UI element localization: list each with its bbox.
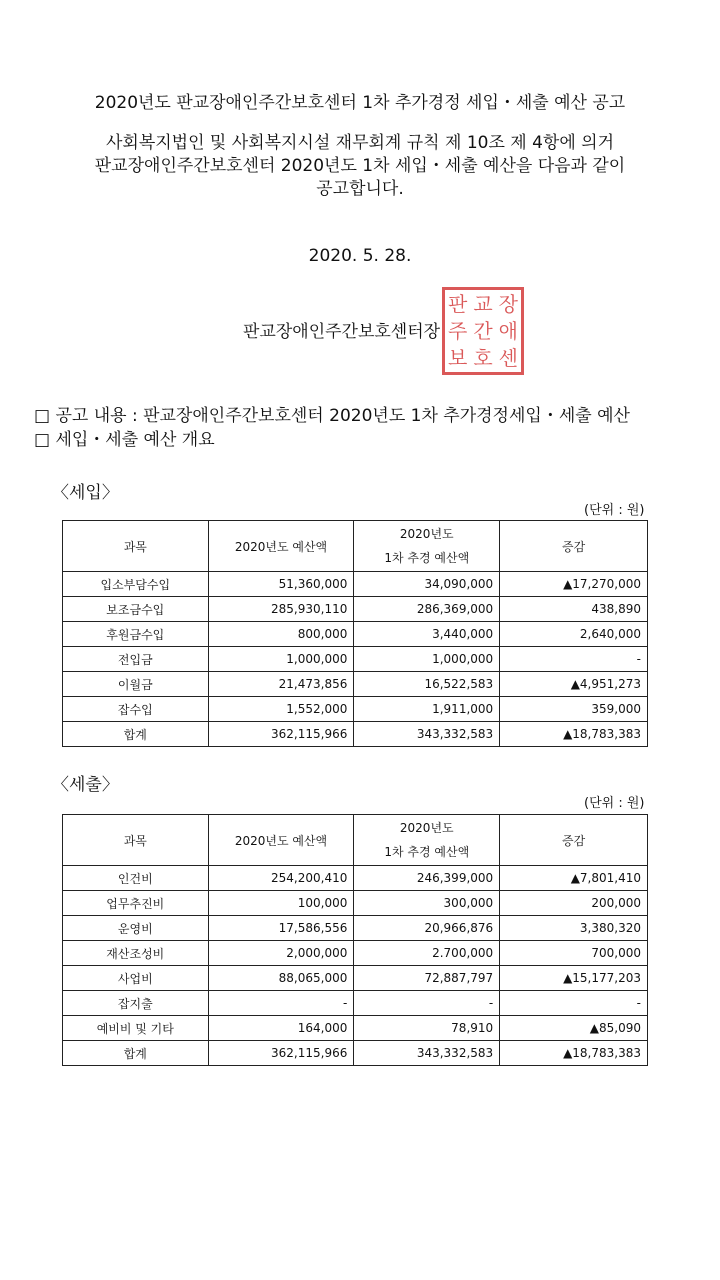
cell-change: ▲4,951,273 — [500, 672, 648, 697]
cell-revised: 1,911,000 — [354, 697, 500, 722]
cell-budget: - — [208, 991, 354, 1016]
header-subject: 과목 — [63, 521, 209, 572]
cell-change: ▲85,090 — [500, 1016, 648, 1041]
header-revised-line1: 2020년도 — [399, 821, 454, 835]
expenditure-table — [62, 814, 648, 1066]
seal-char: 호 — [473, 346, 493, 371]
cell-revised: 246,399,000 — [354, 866, 500, 891]
seal-char: 장 — [498, 291, 518, 316]
cell-revised: 286,369,000 — [354, 597, 500, 622]
cell-subject: 합계 — [63, 722, 209, 747]
notice-date: 2020. 5. 28. — [308, 246, 412, 266]
cell-revised: 1,000,000 — [354, 647, 500, 672]
seal-char: 간 — [473, 318, 493, 343]
cell-subject: 업무추진비 — [63, 891, 209, 916]
table-row — [63, 1016, 648, 1041]
header-budget-2020: 2020년도 예산액 — [208, 521, 354, 572]
cell-change: ▲17,270,000 — [500, 572, 648, 597]
cell-revised: 78,910 — [354, 1016, 500, 1041]
table-header-row — [63, 521, 648, 572]
cell-budget: 88,065,000 — [208, 966, 354, 991]
intro-line: 판교장애인주간보호센터 2020년도 1차 세입・세출 예산을 다음과 같이 — [94, 156, 626, 176]
header-revised — [354, 815, 500, 866]
cell-budget: 285,930,110 — [208, 597, 354, 622]
cell-subject: 재산조성비 — [63, 941, 209, 966]
table-row — [63, 572, 648, 597]
notice-item-overview: □ 세입・세출 예산 개요 — [34, 430, 215, 450]
cell-revised: 72,887,797 — [354, 966, 500, 991]
cell-subject: 이월금 — [63, 672, 209, 697]
cell-subject: 입소부담수입 — [63, 572, 209, 597]
cell-budget: 2,000,000 — [208, 941, 354, 966]
cell-budget: 164,000 — [208, 1016, 354, 1041]
cell-revised: 16,522,583 — [354, 672, 500, 697]
header-revised-line1: 2020년도 — [399, 527, 454, 541]
cell-change: ▲18,783,383 — [500, 722, 648, 747]
cell-subject: 예비비 및 기타 — [63, 1016, 209, 1041]
cell-change: 700,000 — [500, 941, 648, 966]
table-row — [63, 697, 648, 722]
table-row — [63, 966, 648, 991]
cell-subject: 보조금수입 — [63, 597, 209, 622]
cell-change: 3,380,320 — [500, 916, 648, 941]
cell-revised: - — [354, 991, 500, 1016]
cell-revised: 34,090,000 — [354, 572, 500, 597]
cell-budget: 254,200,410 — [208, 866, 354, 891]
header-revised — [354, 521, 500, 572]
table-row — [63, 622, 648, 647]
cell-revised: 3,440,000 — [354, 622, 500, 647]
table-row — [63, 916, 648, 941]
table-row — [63, 647, 648, 672]
header-subject: 과목 — [63, 815, 209, 866]
cell-change: 2,640,000 — [500, 622, 648, 647]
expenditure-unit-label: (단위 : 원) — [584, 796, 645, 811]
cell-subject: 후원금수입 — [63, 622, 209, 647]
notice-items — [34, 404, 630, 452]
cell-change: - — [500, 991, 648, 1016]
table-header-row — [63, 815, 648, 866]
notice-intro — [60, 132, 660, 201]
cell-subject: 사업비 — [63, 966, 209, 991]
cell-change: - — [500, 647, 648, 672]
revenue-unit-label: (단위 : 원) — [584, 503, 645, 518]
official-seal — [442, 287, 524, 375]
seal-char: 보 — [448, 346, 468, 371]
cell-subject: 잡지출 — [63, 991, 209, 1016]
cell-subject: 전입금 — [63, 647, 209, 672]
table-row — [63, 866, 648, 891]
cell-budget: 362,115,966 — [208, 1041, 354, 1066]
cell-change: ▲18,783,383 — [500, 1041, 648, 1066]
header-revised-line2: 1차 추경 예산액 — [384, 845, 470, 859]
header-budget-2020: 2020년도 예산액 — [208, 815, 354, 866]
cell-change: ▲7,801,410 — [500, 866, 648, 891]
cell-budget: 17,586,556 — [208, 916, 354, 941]
table-row — [63, 891, 648, 916]
cell-budget: 51,360,000 — [208, 572, 354, 597]
signer-name: 판교장애인주간보호센터장 — [243, 322, 441, 342]
header-revised-line2: 1차 추경 예산액 — [384, 551, 470, 565]
cell-change: 359,000 — [500, 697, 648, 722]
table-row — [63, 991, 648, 1016]
cell-budget: 21,473,856 — [208, 672, 354, 697]
cell-budget: 800,000 — [208, 622, 354, 647]
seal-char: 교 — [473, 291, 493, 316]
revenue-section-title: 〈세입〉 — [52, 483, 119, 503]
header-change: 증감 — [500, 521, 648, 572]
seal-char: 판 — [448, 291, 468, 316]
cell-change: 438,890 — [500, 597, 648, 622]
notice-title: 2020년도 판교장애인주간보호센터 1차 추가경정 세입・세출 예산 공고 — [94, 93, 626, 113]
seal-char: 애 — [498, 318, 518, 343]
cell-budget: 362,115,966 — [208, 722, 354, 747]
intro-line: 사회복지법인 및 사회복지시설 재무회계 규칙 제 10조 제 4항에 의거 — [105, 133, 615, 153]
seal-char: 주 — [448, 318, 468, 343]
seal-char: 센 — [498, 346, 518, 371]
notice-item-content: □ 공고 내용 : 판교장애인주간보호센터 2020년도 1차 추가경정세입・세출 예산 — [34, 406, 630, 426]
header-change: 증감 — [500, 815, 648, 866]
cell-revised: 2.700,000 — [354, 941, 500, 966]
cell-subject: 인건비 — [63, 866, 209, 891]
revenue-table — [62, 520, 648, 747]
cell-subject: 합계 — [63, 1041, 209, 1066]
cell-revised: 343,332,583 — [354, 1041, 500, 1066]
cell-subject: 잡수입 — [63, 697, 209, 722]
cell-revised: 20,966,876 — [354, 916, 500, 941]
table-total-row — [63, 722, 648, 747]
table-row — [63, 941, 648, 966]
cell-budget: 1,552,000 — [208, 697, 354, 722]
table-row — [63, 672, 648, 697]
cell-budget: 1,000,000 — [208, 647, 354, 672]
cell-change: ▲15,177,203 — [500, 966, 648, 991]
expenditure-section-title: 〈세출〉 — [52, 775, 119, 795]
table-row — [63, 597, 648, 622]
cell-change: 200,000 — [500, 891, 648, 916]
intro-line: 공고합니다. — [316, 179, 404, 199]
table-total-row — [63, 1041, 648, 1066]
cell-revised: 343,332,583 — [354, 722, 500, 747]
cell-budget: 100,000 — [208, 891, 354, 916]
cell-subject: 운영비 — [63, 916, 209, 941]
cell-revised: 300,000 — [354, 891, 500, 916]
